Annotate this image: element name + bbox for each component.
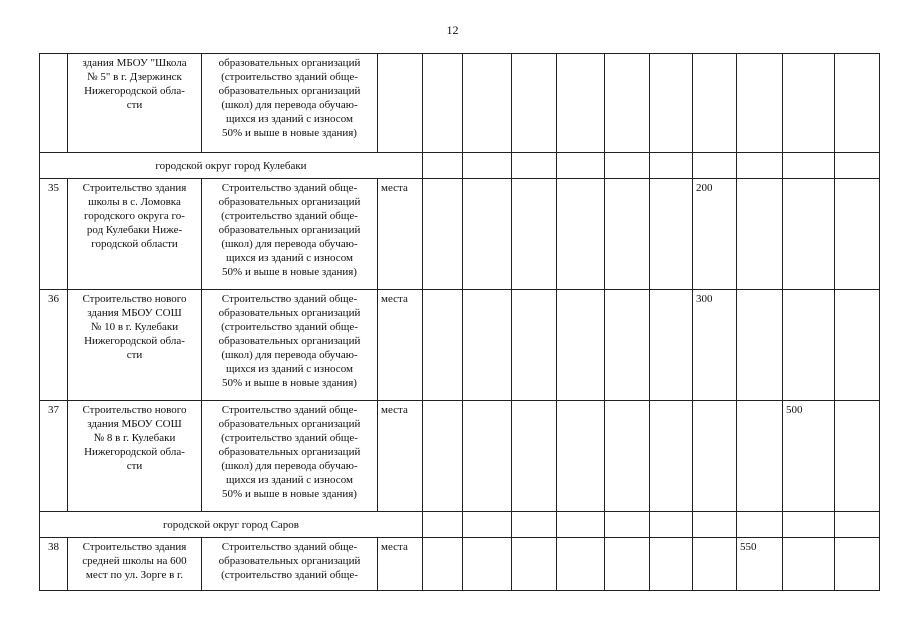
value-cell [512, 538, 557, 591]
object-name [68, 54, 202, 153]
value-cell [605, 290, 650, 401]
unit-cell-text: места [381, 293, 408, 305]
unit-cell [378, 538, 423, 591]
object-name-text: Строительство нового здания МБОУ СОШ № 10 в г. Кулебаки Нижегородской обла- сти [82, 293, 187, 361]
empty-cell [605, 153, 650, 179]
value-cell [512, 290, 557, 401]
empty-cell [512, 512, 557, 538]
value-cell [463, 538, 512, 591]
value-cell: 500 [783, 401, 835, 512]
value-cell [835, 54, 880, 153]
direction-description-text: образовательных организаций (строительство зданий обще- образовательных организаций (школ) для перевода обучаю- щихся из зданий с износом 50% и выше в новые здания) [218, 57, 361, 139]
row-number-text: 37 [48, 404, 59, 416]
direction-description-text: Строительство зданий обще- образовательных организаций (строительство зданий обще- образовательных организаций (школ) для перевода обучаю- щихся из зданий с износом 50% и выше в новые здания) [218, 404, 361, 500]
direction-description [202, 290, 378, 401]
value-cell [557, 401, 605, 512]
object-name [68, 179, 202, 290]
value-cell: 550 [737, 538, 783, 591]
table-row [40, 54, 880, 153]
object-name [68, 290, 202, 401]
value-cell [650, 401, 693, 512]
empty-cell [737, 153, 783, 179]
value-cell [650, 179, 693, 290]
value-cell [512, 401, 557, 512]
value-cell [605, 401, 650, 512]
value-cell [693, 538, 737, 591]
section-title: городской округ город Саров [40, 512, 423, 538]
direction-description-text: Строительство зданий обще- образовательных организаций (строительство зданий обще- [218, 541, 361, 581]
unit-cell [378, 179, 423, 290]
row-number [40, 179, 68, 290]
empty-cell [463, 512, 512, 538]
object-name [68, 538, 202, 591]
value-cell [423, 538, 463, 591]
direction-description [202, 179, 378, 290]
value-cell [783, 290, 835, 401]
row-number [40, 290, 68, 401]
object-name [68, 401, 202, 512]
value-cell: 300 [693, 290, 737, 401]
empty-cell [650, 512, 693, 538]
value-cell [605, 54, 650, 153]
page-number: 12 [446, 23, 459, 37]
section-title: городской округ город Кулебаки [40, 153, 423, 179]
value-cell [605, 538, 650, 591]
empty-cell [423, 153, 463, 179]
value-cell [693, 54, 737, 153]
value-cell [423, 179, 463, 290]
unit-cell [378, 54, 423, 153]
empty-cell [512, 153, 557, 179]
direction-description [202, 538, 378, 591]
value-cell [463, 179, 512, 290]
value-cell [463, 401, 512, 512]
value-cell [463, 290, 512, 401]
direction-description-text: Строительство зданий обще- образовательных организаций (строительство зданий обще- образовательных организаций (школ) для перевода обучаю- щихся из зданий с износом 50% и выше в новые здания) [218, 182, 361, 278]
empty-cell [463, 153, 512, 179]
unit-cell-text: места [381, 182, 408, 194]
value-cell [605, 179, 650, 290]
object-name-text: Строительство здания школы в с. Ломовка городского округа го- род Кулебаки Ниже- городской области [82, 182, 187, 250]
object-name-text: Строительство нового здания МБОУ СОШ № 8 в г. Кулебаки Нижегородской обла- сти [82, 404, 187, 472]
unit-cell-text: места [381, 541, 408, 553]
empty-cell [693, 153, 737, 179]
value-cell [423, 401, 463, 512]
value-cell [737, 179, 783, 290]
value-cell [737, 290, 783, 401]
value-cell [423, 54, 463, 153]
empty-cell [557, 153, 605, 179]
table-row [40, 538, 880, 591]
value-cell [423, 290, 463, 401]
direction-description [202, 54, 378, 153]
table-row [40, 290, 880, 401]
value-cell [650, 54, 693, 153]
row-number-text: 36 [48, 293, 59, 305]
empty-cell [650, 153, 693, 179]
value-cell [557, 54, 605, 153]
value-cell: 200 [693, 179, 737, 290]
value-cell [783, 538, 835, 591]
section-row [40, 153, 880, 179]
value-cell [783, 54, 835, 153]
program-table [39, 53, 880, 591]
empty-cell [693, 512, 737, 538]
value-cell [835, 401, 880, 512]
empty-cell [835, 153, 880, 179]
value-cell [557, 179, 605, 290]
empty-cell [557, 512, 605, 538]
value-cell [693, 401, 737, 512]
value-cell [835, 179, 880, 290]
empty-cell [605, 512, 650, 538]
value-cell [783, 179, 835, 290]
direction-description [202, 401, 378, 512]
unit-cell [378, 401, 423, 512]
value-cell [650, 290, 693, 401]
value-cell [557, 290, 605, 401]
direction-description-text: Строительство зданий обще- образовательных организаций (строительство зданий обще- образовательных организаций (школ) для перевода обучаю- щихся из зданий с износом 50% и выше в новые здания) [218, 293, 361, 389]
value-cell [737, 401, 783, 512]
value-cell [835, 538, 880, 591]
value-cell [557, 538, 605, 591]
value-cell [512, 54, 557, 153]
empty-cell [783, 153, 835, 179]
row-number [40, 54, 68, 153]
row-number [40, 538, 68, 591]
unit-cell [378, 290, 423, 401]
unit-cell-text: места [381, 404, 408, 416]
value-cell [650, 538, 693, 591]
empty-cell [783, 512, 835, 538]
row-number-text: 38 [48, 541, 59, 553]
object-name-text: здания МБОУ "Школа № 5" в г. Дзержинск Нижегородской обла- сти [82, 57, 187, 111]
value-cell [737, 54, 783, 153]
table-body [40, 54, 880, 591]
empty-cell [835, 512, 880, 538]
empty-cell [423, 512, 463, 538]
value-cell [835, 290, 880, 401]
empty-cell [737, 512, 783, 538]
row-number-text: 35 [48, 182, 59, 194]
value-cell [463, 54, 512, 153]
value-cell [512, 179, 557, 290]
row-number [40, 401, 68, 512]
table-row [40, 179, 880, 290]
section-row [40, 512, 880, 538]
table-row [40, 401, 880, 512]
object-name-text: Строительство здания средней школы на 600 мест по ул. Зорге в г. [82, 541, 187, 581]
